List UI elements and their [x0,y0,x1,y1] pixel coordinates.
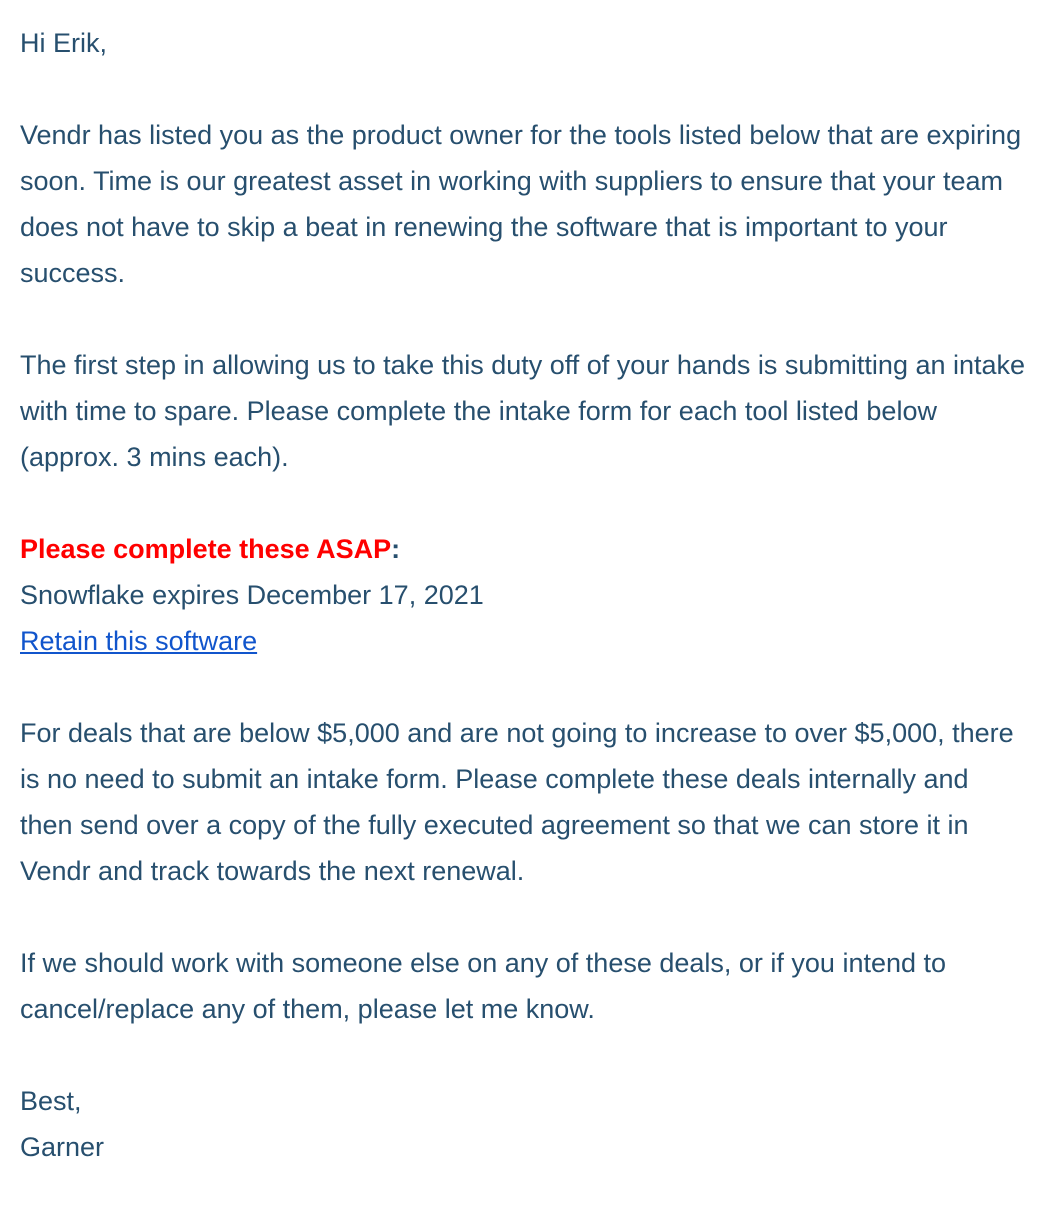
greeting [20,20,1030,66]
urgent-heading [20,526,1030,572]
text-line: (approx. 3 mins each). [20,442,289,472]
retain-link-line [20,618,1030,664]
text-line: then send over a copy of the fully executed agreement so that we can store it in [20,810,969,840]
text-line: success. [20,258,126,288]
text-line: If we should work with someone else on any of these deals, or if you intend to [20,948,947,978]
signature-text: Garner [20,1132,105,1162]
retain-software-link[interactable]: Retain this software [20,626,258,656]
text-line: For deals that are below $5,000 and are not going to increase to over $5,000, there [20,718,1014,748]
signoff-text: Best, [20,1086,82,1116]
contact-paragraph [20,940,1030,1032]
text-line: with time to spare. Please complete the intake form for each tool listed below [20,396,937,426]
text-line: cancel/replace any of them, please let me know. [20,994,595,1024]
urgent-heading-text: Please complete these ASAP [20,534,392,564]
text-line: does not have to skip a beat in renewing the software that is important to your [20,212,948,242]
urgent-section [20,526,1030,664]
text-line: soon. Time is our greatest asset in working with suppliers to ensure that your team [20,166,1003,196]
expiry-text: Snowflake expires December 17, 2021 [20,580,484,610]
signoff-section [20,1078,1030,1170]
urgent-heading-colon: : [391,534,401,564]
text-line: is no need to submit an intake form. Please complete these deals internally and [20,764,969,794]
intake-paragraph [20,342,1030,480]
text-line: Vendr and track towards the next renewal. [20,856,525,886]
greeting-text: Hi Erik, [20,28,107,58]
text-line: The first step in allowing us to take this duty off of your hands is submitting an intake [20,350,1026,380]
deals-paragraph [20,710,1030,894]
text-line: Vendr has listed you as the product owner for the tools listed below that are expiring [20,120,1022,150]
intro-paragraph [20,112,1030,296]
